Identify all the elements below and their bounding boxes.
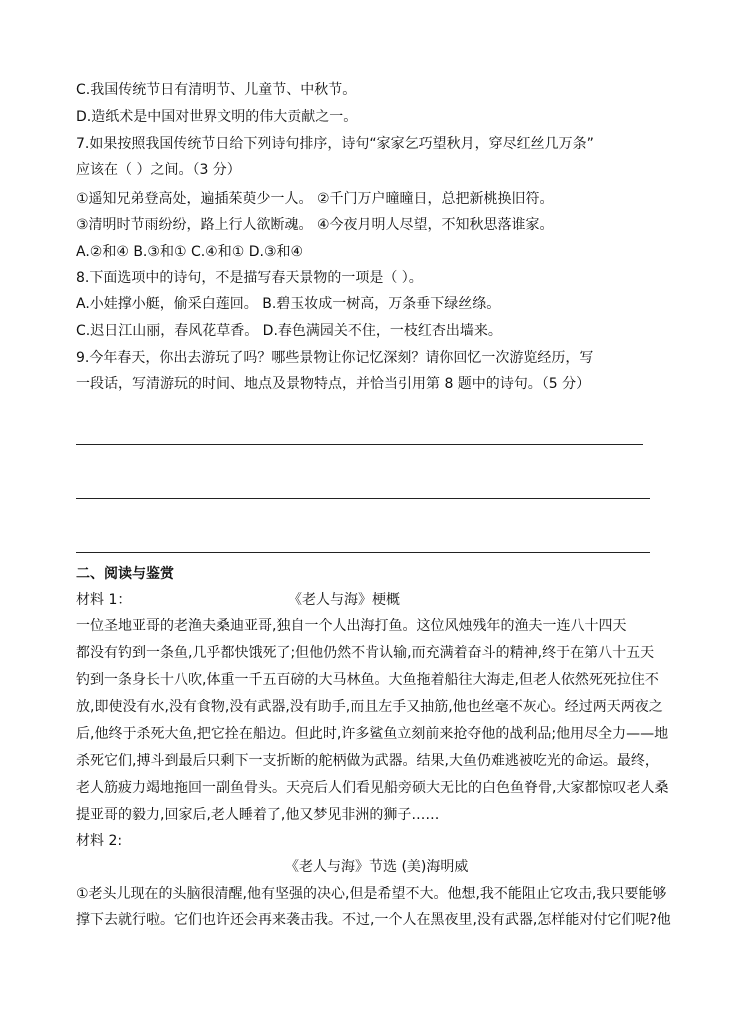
q8-options-cd: C.迟日江山丽，春风花草香。 D.春色满园关不住，一枝红杏出墙来。 bbox=[76, 323, 502, 339]
answer-line-1[interactable] bbox=[76, 444, 643, 445]
material1-title: 《老人与海》梗概 bbox=[288, 592, 400, 608]
material1-line: 一位圣地亚哥的老渔夫桑迪亚哥,独自一个人出海打鱼。这位风烛残年的渔夫一连八十四天 bbox=[76, 618, 627, 634]
section-title: 二、阅读与鉴赏 bbox=[76, 566, 174, 582]
material1-line: 都没有钓到一条鱼,几乎都快饿死了;但他仍然不肯认输,而充满着奋斗的精神,终于在第八十五天 bbox=[76, 645, 655, 661]
material1-line: 提亚哥的毅力,回家后,老人睡着了,他又梦见非洲的狮子…… bbox=[76, 807, 440, 823]
q9-stem-line2: 一段话，写清游玩的时间、地点及景物特点，并恰当引用第 8 题中的诗句。（5 分） bbox=[76, 376, 591, 392]
q8-stem: 8.下面选项中的诗句，不是描写春天景物的一项是（ ）。 bbox=[76, 270, 423, 286]
q6-option-c: C.我国传统节日有清明节、儿童节、中秋节。 bbox=[76, 82, 357, 98]
material1-line: 老人筋疲力竭地拖回一副鱼骨头。天亮后人们看见船旁硕大无比的白色鱼脊骨,大家都惊叹老人桑 bbox=[76, 780, 669, 796]
q8-options-ab: A.小娃撑小艇，偷采白莲回。 B.碧玉妆成一树高，万条垂下绿丝绦。 bbox=[76, 296, 501, 312]
material1-line: 放,即使没有水,没有食物,没有武器,没有助手,而且左手又抽筋,他也丝毫不灰心。经过两天两夜之 bbox=[76, 699, 663, 715]
material1-line: 后,他终于杀死大鱼,把它拴在船边。但此时,许多鲨鱼立刻前来抢夺他的战利品;他用尽全力——地 bbox=[76, 726, 669, 742]
q6-option-d: D.造纸术是中国对世界文明的伟大贡献之一。 bbox=[76, 109, 358, 125]
answer-line-3[interactable] bbox=[76, 552, 650, 553]
material2-line: 撑下去就行啦。它们也许还会再来袭击我。不过,一个人在黑夜里,没有武器,怎样能对付它们呢?他 bbox=[76, 912, 671, 928]
q7-options: A.②和④ B.③和① C.④和① D.③和④ bbox=[76, 244, 304, 260]
material2-label: 材料 2: bbox=[76, 833, 123, 849]
q7-stem-line1: 7.如果按照我国传统节日给下列诗句排序，诗句“家家乞巧望秋月，穿尽红丝几万条” bbox=[76, 136, 594, 152]
q9-stem-line1: 9.今年春天，你出去游玩了吗？哪些景物让你记忆深刻？请你回忆一次游览经历，写 bbox=[76, 350, 594, 366]
answer-line-2[interactable] bbox=[76, 498, 650, 499]
material1-line: 杀死它们,搏斗到最后只剩下一支折断的舵柄做为武器。结果,大鱼仍难逃被吃光的命运。最终， bbox=[76, 753, 659, 769]
material2-title: 《老人与海》节选 (美)海明威 bbox=[285, 859, 469, 875]
q7-poem-line2: ③清明时节雨纷纷，路上行人欲断魂。 ④今夜月明人尽望，不知秋思落谁家。 bbox=[76, 217, 554, 233]
q7-stem-line2: 应该在（ ）之间。（3 分） bbox=[76, 162, 241, 178]
q7-poem-line1: ①遥知兄弟登高处，遍插茱萸少一人。 ②千门万户曈曈日，总把新桃换旧符。 bbox=[76, 191, 554, 207]
material1-line: 钓到一条身长十八吹,体重一千五百磅的大马林鱼。大鱼拖着船往大海走,但老人依然死死拉住不 bbox=[76, 672, 659, 688]
material1-label: 材料 1： bbox=[76, 592, 132, 608]
material2-line: ①老头儿现在的头脑很清醒,他有坚强的决心,但是希望不大。他想,我不能阻止它攻击,我只要能够 bbox=[76, 886, 667, 902]
